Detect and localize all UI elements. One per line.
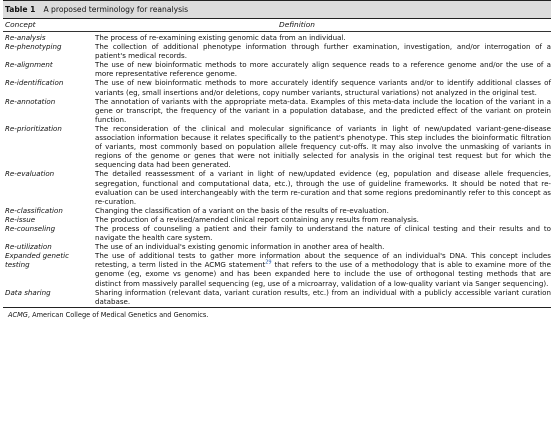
table-row [3, 78, 551, 96]
table-title: A proposed terminology for reanalysis [43, 5, 189, 14]
row-definition: The process of re-examining existing genomic data from an individual. [95, 33, 346, 42]
row-term: Re-phenotyping [5, 42, 62, 52]
row-term: Expanded genetic testing [5, 251, 70, 270]
table-row [3, 169, 551, 205]
row-term: Re-identification [5, 78, 64, 88]
table-row [3, 206, 551, 215]
row-term: Re-prioritization [5, 123, 62, 133]
column-header-definition: Definition [279, 20, 315, 29]
table-row [3, 251, 551, 287]
table-row [3, 215, 551, 224]
table-row [3, 97, 551, 124]
table-header [3, 19, 551, 32]
footnote-abbreviation: ACMG [8, 310, 28, 319]
column-header-concept: Concept [5, 20, 36, 29]
table-figure [3, 0, 551, 320]
row-definition: The reconsideration of the clinical and molecular significance of variants in light of new/updated variant-gene-disease association information because it relates specifically to the patient's phenotype. This step includes the bioinformatic filtration of variants, most commonly based on population allele frequency cut-offs. It may also involve the unmasking of variants in regions of the genome or genes that were not initially selected for analysis in the original test request but for which the sequencing data had been generated. [95, 123, 551, 170]
row-term: Re-classification [5, 205, 63, 215]
row-term: Re-utilization [5, 242, 52, 252]
row-definition: The use of an individual's existing genomic information in another area of health. [95, 242, 385, 252]
table-row [3, 42, 551, 60]
table-row [3, 242, 551, 251]
row-definition: Changing the classification of a variant on the basis of the results of re-evaluation. [95, 205, 389, 215]
table-caption [3, 0, 551, 19]
row-definition: Sharing information (relevant data, variant curation results, etc.) from an individual with a publicly accessible variant curation database. [95, 287, 551, 306]
definition-text: The use of additional tests to gather more information about the sequence of an individual's DNA. This concept includes retesting, a term listed in the ACMG statement [95, 251, 551, 270]
row-definition: The use of new bioinformatic methods to more accurately identify sequence variants and/or to identify additional classes of variants (eg, small insertions and/or deletions, copy number variants, structural variations) not analyzed in the original test. [95, 78, 551, 97]
table-row [3, 224, 551, 242]
table-row [3, 288, 551, 306]
row-term: Re-alignment [5, 60, 53, 70]
footnote-text: , American College of Medical Genetics and Genomics. [27, 310, 209, 319]
row-definition: The annotation of variants with the appropriate meta-data. Examples of this meta-data include the location of the variant in a gene or transcript, the frequency of the variant in a population database, and the predicted effect of the variant on protein function. [95, 96, 551, 124]
row-definition: The detailed reassessment of a variant in light of new/updated evidence (eg, population and disease allele frequencies, segregation, functional and computational data, etc.), through the use of guideline frameworks. It should be noted that re-evaluation can be used interchangeably with the term re-curation and that some regions predominantly refer to this concept as re-curation. [95, 169, 551, 206]
row-term: Re-annotation [5, 96, 56, 106]
row-definition: The use of new bioinformatic methods to more accurately align sequence reads to a reference genome and/or the use of a more representative reference genome. [95, 60, 551, 79]
row-term: Re-analysis [5, 33, 46, 42]
row-definition: The process of counseling a patient and their family to understand the nature of clinical testing and their results and to navigate the health care system. [95, 223, 551, 243]
row-term: Re-counseling [5, 223, 56, 233]
row-definition [95, 251, 551, 287]
row-term: Re-issue [5, 214, 36, 224]
row-term: Re-evaluation [5, 169, 55, 179]
table-label: Table 1 [5, 5, 36, 14]
table-footnote [3, 308, 551, 320]
definition-text: that refers to the use of a methodology that is able to examine more of the genome (eg, exome vs genome) and has been expanded here to include the use of orthogonal testing methods that are distinct from massively parallel sequencing (eg, use of a microarray, validation of a low-quality variant via Sanger sequencing). [95, 260, 551, 288]
table-body [3, 32, 551, 308]
row-definition: The production of a revised/amended clinical report containing any results from reanalysis. [95, 214, 419, 224]
row-term: Data sharing [5, 287, 51, 297]
table-row [3, 60, 551, 78]
table-row [3, 33, 551, 42]
row-definition: The collection of additional phenotype information through further examination, investigation, and/or interrogation of a patient's medical records. [95, 42, 551, 61]
table-row [3, 124, 551, 169]
reference-link[interactable]: 29 [265, 259, 272, 266]
